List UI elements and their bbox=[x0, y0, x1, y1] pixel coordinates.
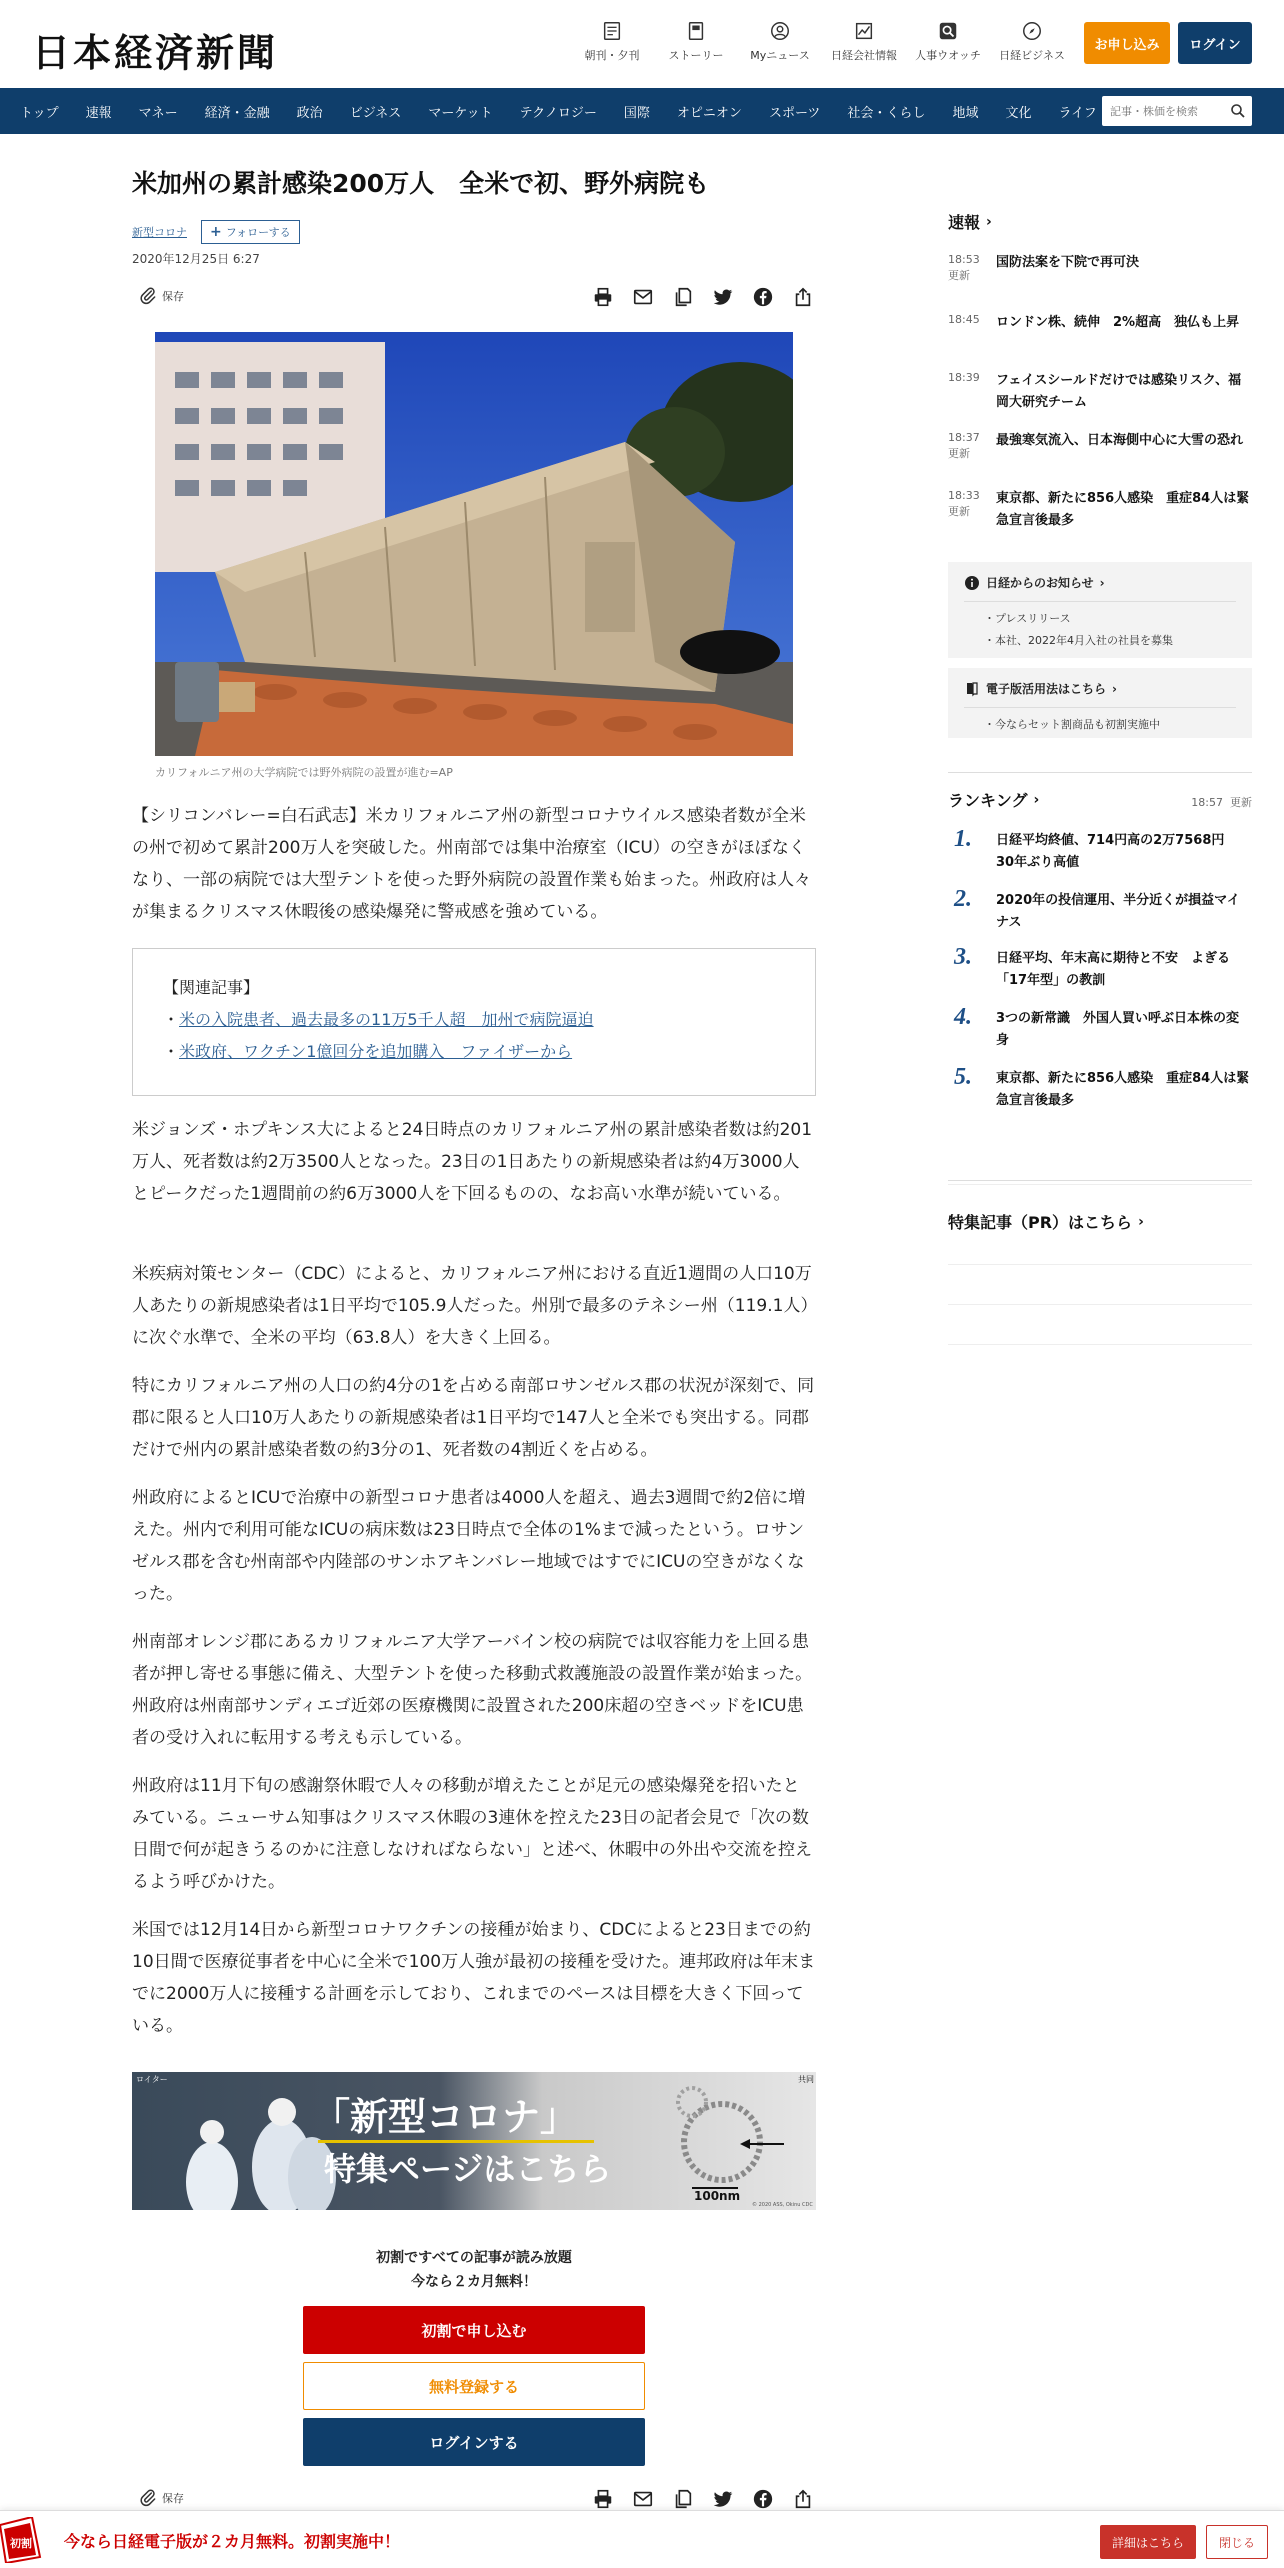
copy-button[interactable] bbox=[670, 2486, 696, 2512]
article-tools-top bbox=[132, 282, 816, 312]
divider bbox=[948, 1180, 1252, 1181]
banner-title-2: 特集ページはこちら bbox=[324, 2150, 612, 2188]
nav-item-economy[interactable]: 経済・金融 bbox=[204, 105, 270, 121]
related-articles bbox=[132, 948, 816, 1096]
related-link[interactable]: 米政府、ワクチン1億回分を追加購入 ファイザーから bbox=[179, 1042, 573, 1061]
rank-number: 4. bbox=[954, 1004, 972, 1030]
rank-number: 3. bbox=[954, 944, 972, 970]
mail-button[interactable] bbox=[630, 2486, 656, 2512]
guide-title: 電子版活用法はこちら bbox=[986, 682, 1107, 696]
compass-icon bbox=[1021, 20, 1043, 42]
rank-title: 3つの新常識 外国人買い呼ぶ日本株の変身 bbox=[996, 1011, 1240, 1048]
related-title: 【関連記事】 bbox=[163, 978, 260, 997]
news-time-value: 18:37 bbox=[948, 431, 980, 444]
twitter-icon bbox=[712, 2488, 734, 2510]
share-button[interactable] bbox=[790, 2486, 816, 2512]
news-time-value: 18:53 bbox=[948, 253, 980, 266]
nav-item-business[interactable]: ビジネス bbox=[349, 105, 402, 121]
save-button[interactable] bbox=[138, 2488, 184, 2508]
site-logo[interactable]: 日本経済新聞 bbox=[32, 30, 279, 75]
share-icon bbox=[792, 2488, 814, 2510]
banner-credit-left: ロイター bbox=[136, 2075, 168, 2084]
promo-detail-button[interactable]: 詳細はこちら bbox=[1100, 2525, 1196, 2559]
topic-row bbox=[132, 220, 300, 244]
global-nav bbox=[0, 88, 1284, 134]
digital-guide-box bbox=[948, 668, 1252, 738]
divider bbox=[964, 707, 1236, 708]
news-title: ロンドン株、続伸 2%超高 独仏も上昇 bbox=[996, 315, 1240, 330]
notice-title: 日経からのお知らせ bbox=[986, 576, 1094, 590]
mail-icon bbox=[632, 2488, 654, 2510]
nav-item-region[interactable]: 地域 bbox=[952, 105, 979, 121]
login-button[interactable]: ログイン bbox=[1178, 22, 1252, 64]
topic-link[interactable]: 新型コロナ bbox=[132, 226, 187, 239]
article-photo bbox=[155, 332, 793, 756]
copy-icon bbox=[672, 286, 694, 308]
subscribe-line-1: 初割ですべての記事が読み放題 bbox=[376, 2250, 572, 2266]
print-button[interactable] bbox=[590, 2486, 616, 2512]
corona-special-banner[interactable] bbox=[132, 2072, 816, 2210]
nav-item-sokuho[interactable]: 速報 bbox=[85, 105, 112, 121]
nav-item-technology[interactable]: テクノロジー bbox=[519, 105, 597, 121]
article-title: 米加州の累計感染200万人 全米で初、野外病院も bbox=[132, 169, 710, 198]
news-time bbox=[948, 252, 988, 284]
mail-icon bbox=[632, 286, 654, 308]
notice-heading[interactable] bbox=[964, 574, 1236, 591]
pr-heading[interactable] bbox=[948, 1210, 1144, 1233]
util-item-company[interactable] bbox=[822, 20, 906, 63]
notice-item-label: プレスリリース bbox=[995, 612, 1071, 625]
util-item-business[interactable] bbox=[990, 20, 1074, 63]
print-icon bbox=[592, 2488, 614, 2510]
save-button[interactable] bbox=[138, 286, 184, 306]
banner-scale: 100nm bbox=[694, 2189, 741, 2203]
divider bbox=[948, 772, 1252, 773]
banner-copyright: © 2020 ASS, Okinu CDC bbox=[752, 2202, 813, 2208]
nav-item-top[interactable]: トップ bbox=[20, 105, 59, 121]
banner-credit-right: 共同 bbox=[798, 2075, 814, 2084]
subscribe-message bbox=[132, 2246, 816, 2294]
chevron-right-icon: › bbox=[986, 213, 992, 230]
paperclip-icon bbox=[138, 286, 158, 306]
share-tools bbox=[576, 284, 816, 310]
news-time bbox=[948, 370, 988, 386]
promo-bar bbox=[0, 2510, 1284, 2568]
banner-image bbox=[132, 2072, 816, 2210]
ranking-timestamp bbox=[1191, 794, 1252, 810]
news-updated: 更新 bbox=[948, 505, 970, 518]
guide-item[interactable]: ・今ならセット割商品も初割実施中 bbox=[984, 718, 1160, 731]
chart-icon bbox=[853, 20, 875, 42]
news-title: 最強寒気流入、日本海側中心に大雪の恐れ bbox=[996, 433, 1244, 448]
news-title: フェイスシールドだけでは感染リスク、福岡大研究チーム bbox=[996, 373, 1242, 410]
apply-button[interactable]: お申し込み bbox=[1084, 22, 1170, 64]
chevron-right-icon: › bbox=[1112, 681, 1117, 696]
news-updated: 更新 bbox=[948, 447, 970, 460]
news-time-value: 18:39 bbox=[948, 371, 980, 384]
plus-icon: + bbox=[210, 224, 222, 240]
notice-item[interactable]: ・本社、2022年4月入社の社員を募集 bbox=[984, 634, 1173, 647]
share-button[interactable] bbox=[790, 284, 816, 310]
divider bbox=[948, 1184, 1252, 1185]
search-icon[interactable] bbox=[1230, 103, 1246, 119]
nav-item-life[interactable]: ライフ bbox=[1058, 105, 1097, 121]
divider bbox=[948, 1264, 1252, 1265]
ranking-heading[interactable] bbox=[948, 788, 1039, 811]
facebook-icon bbox=[752, 2488, 774, 2510]
news-time-value: 18:45 bbox=[948, 313, 980, 326]
divider bbox=[948, 1344, 1252, 1345]
article-paragraph: 米疾病対策センター（CDC）によると、カリフォルニア州における直近1週間の人口10万人あたりの新規感染者は1日平均で105.9人だった。州別で最多のテネシー州（119.1人）に次ぐ水準で、全米の平均（63.8人）を大きく上回る。 bbox=[132, 1264, 812, 1348]
ranking-time: 18:57 bbox=[1191, 796, 1223, 809]
ranking-updated: 更新 bbox=[1230, 796, 1252, 809]
news-updated: 更新 bbox=[948, 269, 970, 282]
field-hospital-photo bbox=[155, 332, 793, 756]
photo-caption: カリフォルニア州の大学病院では野外病院の設置が進む=AP bbox=[155, 766, 453, 779]
subscribe-button[interactable]: 初割で申し込む bbox=[303, 2306, 645, 2354]
guide-heading[interactable] bbox=[964, 680, 1236, 697]
util-label: Myニュース bbox=[750, 49, 810, 62]
rank-number: 1. bbox=[954, 826, 972, 852]
nav-item-market[interactable]: マーケット bbox=[428, 105, 493, 121]
search-box bbox=[1102, 96, 1252, 126]
copy-icon bbox=[672, 2488, 694, 2510]
facebook-button[interactable] bbox=[750, 284, 776, 310]
util-label: 朝刊・夕刊 bbox=[584, 49, 640, 62]
util-item-jinji[interactable] bbox=[906, 20, 990, 63]
hatsuwari-badge-icon bbox=[0, 2517, 46, 2563]
free-register-button[interactable]: 無料登録する bbox=[303, 2362, 645, 2410]
copy-button[interactable] bbox=[670, 284, 696, 310]
nav-item-opinion[interactable]: オピニオン bbox=[676, 105, 742, 121]
util-label: 人事ウオッチ bbox=[915, 49, 981, 62]
newspaper-icon bbox=[601, 20, 623, 42]
nav-item-money[interactable]: マネー bbox=[138, 105, 178, 121]
twitter-button[interactable] bbox=[710, 284, 736, 310]
rank-title: 2020年の投信運用、半分近くが損益マイナス bbox=[996, 893, 1240, 930]
news-time bbox=[948, 488, 988, 520]
twitter-button[interactable] bbox=[710, 2486, 736, 2512]
utility-nav bbox=[570, 20, 1074, 63]
rank-title: 日経平均、年末高に期待と不安 よぎる「17年型」の教訓 bbox=[996, 951, 1231, 988]
book-icon bbox=[964, 681, 980, 697]
ranking-title: ランキング bbox=[948, 791, 1028, 810]
divider bbox=[964, 601, 1236, 602]
facebook-button[interactable] bbox=[750, 2486, 776, 2512]
login-button-bottom[interactable]: ログインする bbox=[303, 2418, 645, 2466]
notice-item[interactable]: ・プレスリリース bbox=[984, 612, 1071, 625]
promo-text: 今なら日経電子版が２カ月無料。初割実施中！ bbox=[64, 2532, 401, 2551]
save-label: 保存 bbox=[162, 2492, 184, 2505]
util-label: 日経ビジネス bbox=[999, 49, 1065, 62]
user-icon bbox=[769, 20, 791, 42]
article-paragraph: 州南部オレンジ郡にあるカリフォルニア大学アーバイン校の病院では収容能力を上回る患者が押し寄せる事態に備え、大型テントを使った移動式救護施設の設置作業が始まった。州政府は州南部サンディエゴ近郊の医療機関に設置された200床超の空きベッドをICU患者の受け入れに転用する考えも示している。 bbox=[132, 1632, 813, 1748]
nav-item-culture[interactable]: 文化 bbox=[1005, 105, 1032, 121]
news-time-value: 18:33 bbox=[948, 489, 980, 502]
info-icon bbox=[964, 575, 980, 591]
article-paragraph: 特にカリフォルニア州の人口の約4分の1を占める南部ロサンゼルス郡の状況が深刻で、同郡に限ると人口10万人あたりの新規感染者は1日平均で147人と全米でも突出する。同郡だけで州内の累計感染者数の約3分の1、死者数の4割近くを占める。 bbox=[132, 1376, 815, 1460]
related-item: ・米政府、ワクチン1億回分を追加購入 ファイザーから bbox=[163, 1042, 573, 1061]
related-item: ・米の入院患者、過去最多の11万5千人超 加州で病院逼迫 bbox=[163, 1010, 594, 1029]
save-label: 保存 bbox=[162, 290, 184, 303]
follow-button[interactable] bbox=[201, 220, 300, 244]
rank-title: 東京都、新たに856人感染 重症84人は緊急宣言後最多 bbox=[996, 1071, 1250, 1108]
nav-item-society[interactable]: 社会・くらし bbox=[847, 105, 926, 121]
divider bbox=[948, 1304, 1252, 1305]
twitter-icon bbox=[712, 286, 734, 308]
rank-number: 5. bbox=[954, 1064, 972, 1090]
notice-item-label: 本社、2022年4月入社の社員を募集 bbox=[995, 634, 1173, 647]
mail-button[interactable] bbox=[630, 284, 656, 310]
search-person-icon bbox=[937, 20, 959, 42]
guide-item-label: 今ならセット割商品も初割実施中 bbox=[995, 718, 1160, 731]
news-title: 国防法案を下院で再可決 bbox=[996, 255, 1140, 270]
util-item-story[interactable] bbox=[654, 20, 738, 63]
article-paragraph: 米国では12月14日から新型コロナワクチンの接種が始まり、CDCによると23日までの約10日間で医療従事者を中心に全米で100万人強が最初の接種を受けた。連邦政府は年末までに2000万人に接種する計画を示しており、これまでのペースは目標を大きく下回っている。 bbox=[132, 1920, 816, 2036]
nikkei-notice-box bbox=[948, 562, 1252, 658]
global-nav-items bbox=[20, 88, 1124, 134]
news-time bbox=[948, 430, 988, 462]
facebook-icon bbox=[752, 286, 774, 308]
chevron-right-icon: › bbox=[1138, 1213, 1144, 1230]
search-input[interactable] bbox=[1110, 97, 1226, 125]
article-paragraph: 州政府によるとICUで治療中の新型コロナ患者は4000人を超え、過去3週間で約2倍に増えた。州内で利用可能なICUの病床数は23日時点で全体の1%まで減ったという。ロサンゼルス郡を含む州南部や内陸部のサンホアキンバレー地域ではすでにICUの空きがなくなった。 bbox=[132, 1488, 806, 1604]
sokuho-title: 速報 bbox=[948, 213, 981, 232]
share-icon bbox=[792, 286, 814, 308]
news-title: 東京都、新たに856人感染 重症84人は緊急宣言後最多 bbox=[996, 491, 1250, 528]
sokuho-heading[interactable] bbox=[948, 210, 992, 233]
article-date: 2020年12月25日 6:27 bbox=[132, 252, 260, 266]
subscribe-line-2: 今なら２カ月無料！ bbox=[411, 2274, 537, 2290]
util-label: ストーリー bbox=[668, 49, 724, 62]
print-icon bbox=[592, 286, 614, 308]
story-icon bbox=[685, 20, 707, 42]
banner-title-1: 「新型コロナ」 bbox=[312, 2095, 579, 2139]
rank-number: 2. bbox=[954, 886, 972, 912]
chevron-right-icon: › bbox=[1033, 791, 1040, 808]
header bbox=[0, 0, 1284, 88]
article-paragraph: 州政府は11月下旬の感謝祭休暇で人々の移動が増えたことが足元の感染爆発を招いたとみている。ニューサム知事はクリスマス休暇の3連休を控えた23日の記者会見で「次の数日間で何が起きうるのかに注意しなければならない」と述べ、休暇中の外出や交流を控えるよう呼びかけた。 bbox=[132, 1776, 812, 1892]
util-item-choukan[interactable] bbox=[570, 20, 654, 63]
util-label: 日経会社情報 bbox=[831, 49, 897, 62]
article-lead: 【シリコンバレー=白石武志】米カリフォルニア州の新型コロナウイルス感染者数が全米の州で初めて累計200万人を突破した。州南部では集中治療室（ICU）の空きがほぼなくなり、一部の病院では大型テントを使った野外病院の設置作業も始まった。州政府は人々が集まるクリスマス休暇後の感染爆発に警戒感を強めている。 bbox=[132, 806, 812, 922]
promo-close-button[interactable]: 閉じる bbox=[1206, 2525, 1268, 2559]
rank-title: 日経平均終値、714円高の2万7568円 30年ぶり高値 bbox=[996, 833, 1238, 870]
share-tools bbox=[576, 2486, 816, 2512]
article-paragraph: 米ジョンズ・ホプキンス大によると24日時点のカリフォルニア州の累計感染者数は約201万人、死者数は約2万3500人となった。23日の1日あたりの新規感染者は約4万3000人とピークだった1週間前の約6万3000人を下回るものの、なお高い水準が続いている。 bbox=[132, 1120, 813, 1204]
chevron-right-icon: › bbox=[1099, 575, 1105, 590]
nav-item-sports[interactable]: スポーツ bbox=[768, 105, 821, 121]
pr-title: 特集記事（PR）はこちら bbox=[948, 1213, 1133, 1232]
promo-badge-label: 初割 bbox=[10, 2537, 32, 2550]
print-button[interactable] bbox=[590, 284, 616, 310]
follow-label: フォローする bbox=[225, 226, 291, 239]
nav-item-international[interactable]: 国際 bbox=[623, 105, 650, 121]
related-link[interactable]: 米の入院患者、過去最多の11万5千人超 加州で病院逼迫 bbox=[179, 1010, 594, 1029]
nav-item-politics[interactable]: 政治 bbox=[296, 105, 323, 121]
paperclip-icon bbox=[138, 2488, 158, 2508]
news-time bbox=[948, 312, 988, 328]
util-item-mynews[interactable] bbox=[738, 20, 822, 63]
